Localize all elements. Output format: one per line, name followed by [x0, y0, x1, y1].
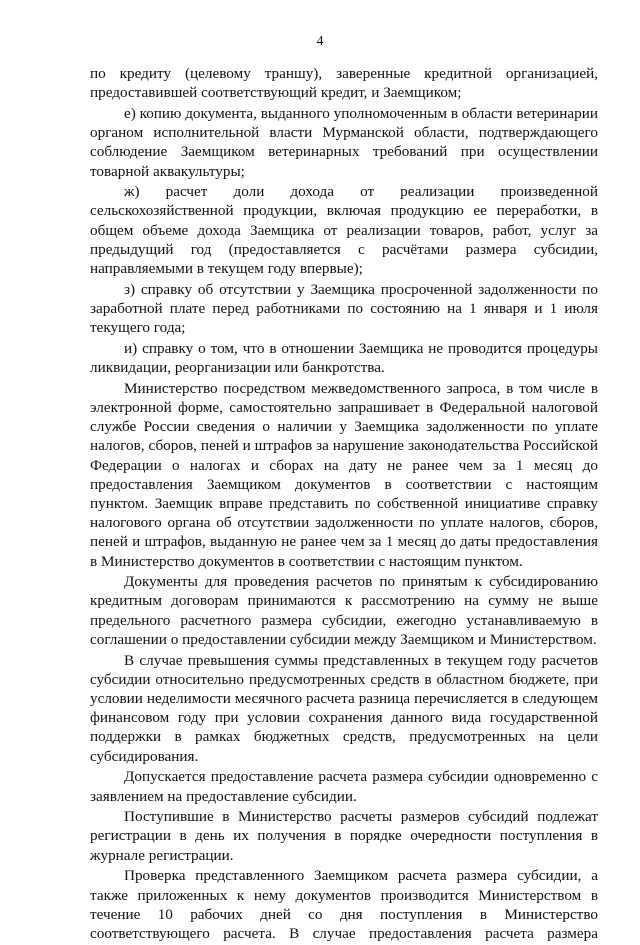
paragraph-registration: Поступившие в Министерство расчеты размеров субсидий подлежат регистрации в день их получения в порядке очередности поступления в журнале регистрации.: [90, 808, 598, 864]
list-item-z: з) справку об отсутствии у Заемщика просроченной задолженности по заработной плате перед работниками по состоянию на 1 января и 1 июля текущего года;: [90, 280, 598, 337]
page-number: 4: [316, 34, 324, 49]
paragraph-continuation: по кредиту (целевому траншу), заверенные кредитной организацией, предоставившей соответствующий кредит, и Заемщиком;: [90, 65, 598, 102]
paragraph-interagency-request: Министерство посредством межведомственного запроса, в том числе в электронной форме, самостоятельно запрашивает в Федеральной налоговой службе России сведения о наличии у Заемщика задолженности по уплате налогов, сборов, пеней и штрафов за нарушение законодательства Российской Федерации о налогах и сборах на дату не ранее чем за 1 месяц до предоставления Заемщиком документов в соответствии с настоящим пунктом. Заемщик вправе представить по собственной инициативе справку налогового органа об отсутствии задолженности по уплате налогов, сборов, пеней и штрафов, выданную не ранее чем за 1 месяц до даты предоставления в Министерство документов в соответствии с настоящим пунктом.: [90, 379, 598, 570]
paragraph-verification: Проверка представленного Заемщиком расчета размера субсидии, а также приложенных к нему документов производится Министерством в течение 10 рабочих дней со дня поступления в Министерство соответствующего расчета. В случае предоставления расчета размера: [90, 867, 598, 942]
list-item-zh: ж) расчет доли дохода от реализации произведенной сельскохозяйственной продукции, включая продукцию ее переработки, в общем объеме дохода Заемщика от реализации товаров, работ, услуг за предыдущий год (предоставляется с расчётами размера субсидии, направляемыми в текущем году впервые);: [90, 183, 598, 278]
paragraph-documents-acceptance: Документы для проведения расчетов по принятым к субсидированию кредитным договорам принимаются к рассмотрению на сумму не выше предельного расчетного размера субсидии, ежегодно устанавливаемую в соглашении о предоставлении субсидии между Заемщиком и Министерством.: [90, 573, 598, 648]
list-item-e: е) копию документа, выданного уполномоченным в области ветеринарии органом исполнительной власти Мурманской области, подтверждающего соблюдение Заемщиком ветеринарных требований при осуществлении товарной аквакультуры;: [90, 104, 598, 180]
paragraph-simultaneous-submission: Допускается предоставление расчета размера субсидии одновременно с заявлением на предоставление субсидии.: [90, 768, 598, 805]
document-body: [90, 64, 598, 945]
list-item-i: и) справку о том, что в отношении Заемщика не проводится процедуры ликвидации, реорганизации или банкротства.: [90, 339, 598, 377]
paragraph-budget-excess: В случае превышения суммы представленных в текущем году расчетов субсидии относительно предусмотренных средств в областном бюджете, при условии неделимости месячного расчета разница перечисляется в следующем финансовом году при условии сохранения данного вида государственной поддержки в рамках бюджетных средств, предусмотренных на цели субсидирования.: [90, 651, 598, 765]
